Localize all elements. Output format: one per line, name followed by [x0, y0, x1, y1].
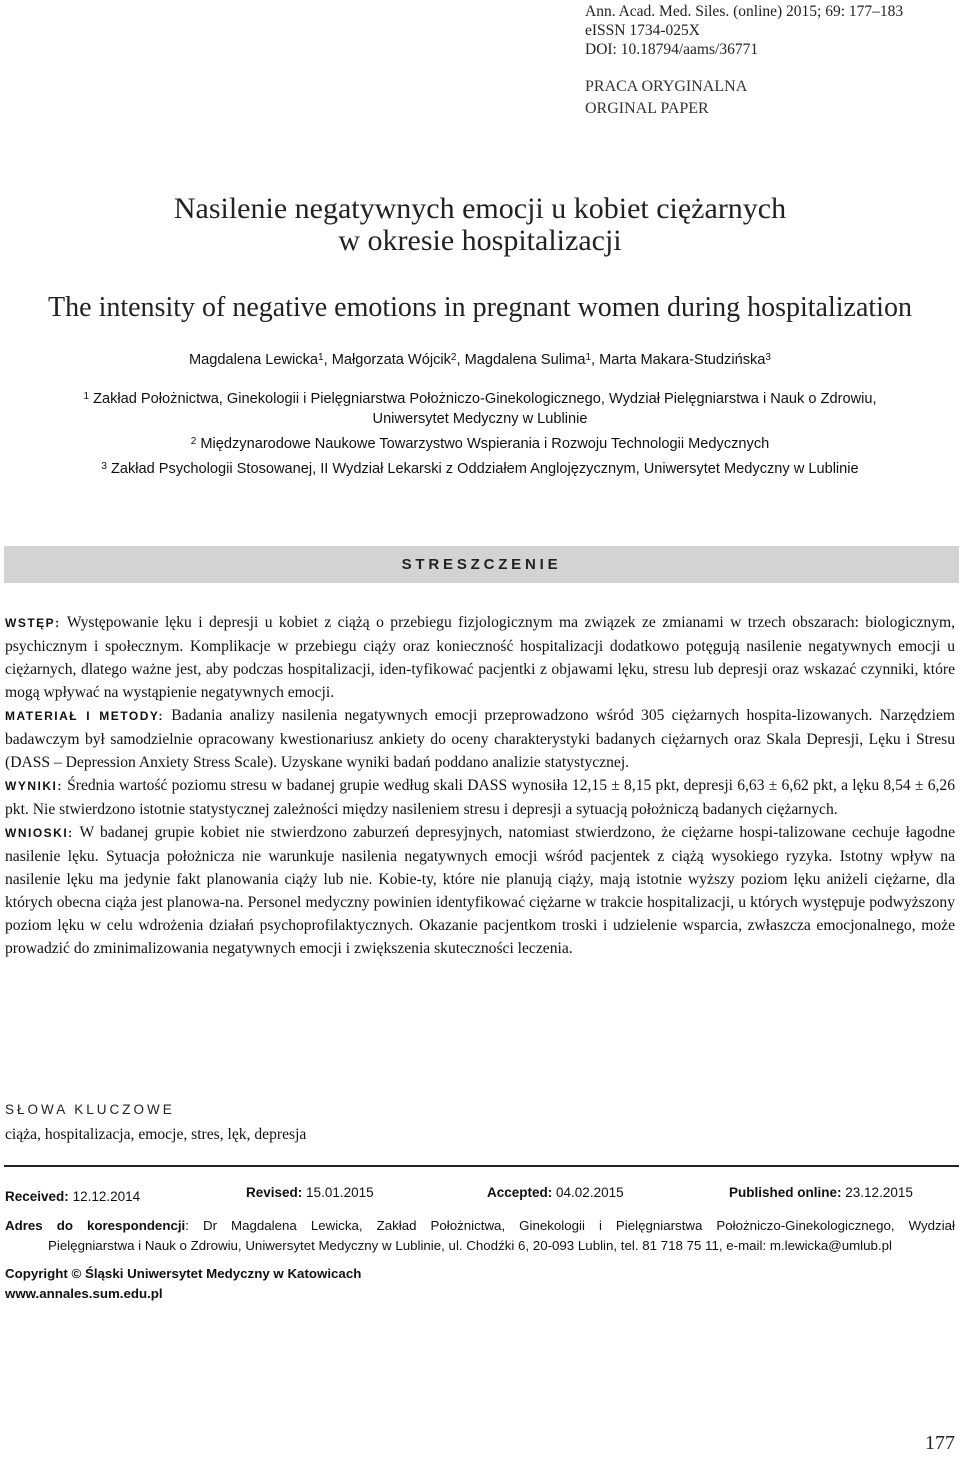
- abstract-section-results: [5, 774, 955, 821]
- published-label: Published online:: [729, 1185, 842, 1200]
- keywords-heading: SŁOWA KLUCZOWE: [5, 1102, 175, 1117]
- abstract-heading: STRESZCZENIE: [401, 556, 562, 573]
- accepted-date: [487, 1185, 624, 1200]
- revised-label: Revised:: [246, 1185, 303, 1200]
- section-label: WYNIKI:: [5, 779, 63, 793]
- section-text: W badanej grupie kobiet nie stwierdzono zaburzeń depresyjnych, natomiast stwierdzono, że ciężarne hospi-talizowane cechuje łagodne nasilenie lęku. Sytuacja położnicza nie warunkuje nasilenia negatywnych emocji wśród pacjentek z ciążą wysokiego ryzyka. Istotny wpływ na nasilenie lęku ma jedynie fakt planowania ciąży lub nie. Kobie-ty, które nie planują ciąży, mają istotnie wyższy poziom lęku aniżeli ciężarne, dla których obecna ciąża jest planowa-na. Personel medyczny powinien identyfikować ciężarne w trakcie hospitalizacji, u których występuje podwyższony poziom lęku w celu wdrożenia działań psychoprofilaktycznych. Okazanie pacjentkom troski i udzielenie wsparcia, zwłaszcza emocjonalnego, może prowadzić do zminimalizowania negatywnych emocji i zwiększenia skuteczności leczenia.: [5, 824, 955, 957]
- section-label: WNIOSKI:: [5, 826, 74, 840]
- affiliation-number: 3: [101, 461, 107, 472]
- journal-eissn: eISSN 1734-025X: [585, 22, 700, 39]
- author-list: [0, 351, 960, 369]
- abstract-section-conclusions: [5, 821, 955, 960]
- copyright-notice: Copyright © Śląski Uniwersytet Medyczny w Katowicach: [5, 1266, 362, 1281]
- title-pl-line1: Nasilenie negatywnych emocji u kobiet ciężarnych: [173, 192, 787, 225]
- section-label: MATERIAŁ I METODY:: [5, 709, 165, 723]
- title-polish: [0, 193, 960, 257]
- affiliation-2: [0, 434, 960, 454]
- author-affiliation-mark: 2: [450, 352, 457, 363]
- title-english: The intensity of negative emotions in pregnant women during hospitalization: [48, 292, 912, 323]
- revised-date: [246, 1185, 374, 1200]
- author-name: Marta Makara-Studzińska: [599, 352, 766, 368]
- affiliations: [0, 389, 960, 479]
- correspondence-label: Adres do korespondencji: [5, 1218, 186, 1233]
- article-type-en: ORGINAL PAPER: [585, 100, 709, 117]
- abstract-section-introduction: [5, 611, 955, 704]
- author-name: Magdalena Sulima: [464, 352, 586, 368]
- author-separator: ,: [323, 352, 332, 368]
- affiliation-1: [0, 389, 960, 409]
- affiliation-text: Zakład Położnictwa, Ginekologii i Pielęgniarstwa Położniczo-Ginekologicznego, Wydział Pielęgniarstwa i Nauk o Zdrowiu,: [93, 391, 877, 407]
- author-name: Małgorzata Wójcik: [331, 352, 451, 368]
- affiliation-3: [0, 459, 960, 479]
- section-label: WSTĘP:: [5, 616, 61, 630]
- journal-info: [585, 2, 955, 59]
- author-separator: ,: [456, 352, 465, 368]
- abstract-body: [5, 611, 955, 960]
- title-pl-line2: w okresie hospitalizacji: [338, 224, 622, 257]
- journal-doi: DOI: 10.18794/aams/36771: [585, 41, 759, 58]
- section-text: Średnia wartość poziomu stresu w badanej grupie według skali DASS wynosiła 12,15 ± 8,15 pkt, depresji 6,63 ± 6,62 pkt, a lęku 8,54 ± 6,26 pkt. Nie stwierdzono istotnie statystycznej zależności między nasileniem stresu i depresji a sytuacją położniczą badanych ciężarnych.: [5, 777, 955, 818]
- accepted-value: 04.02.2015: [556, 1185, 624, 1200]
- published-value: 23.12.2015: [845, 1185, 913, 1200]
- article-type-pl: PRACA ORYGINALNA: [585, 78, 748, 95]
- correspondence: [5, 1216, 955, 1256]
- copyright-block: [5, 1264, 361, 1304]
- author-affiliation-mark: 3: [765, 352, 771, 363]
- received-label: Received:: [5, 1189, 69, 1204]
- author-affiliation-mark: 1: [318, 352, 324, 363]
- abstract-section-methods: [5, 704, 955, 774]
- correspondence-line2: Pielęgniarstwa i Nauk o Zdrowiu, Uniwersytet Medyczny w Lublinie, ul. Chodźki 6, 20-093 Lublin, tel. 81 718 75 11, e-mail: m.lewicka@umlub.pl: [48, 1238, 892, 1253]
- correspondence-text: : Dr Magdalena Lewicka, Zakład Położnictwa, Ginekologii i Pielęgniarstwa Położniczo-Ginekologicznego, Wydział: [185, 1218, 955, 1233]
- section-text: Występowanie lęku i depresji u kobiet z ciążą o przebiegu fizjologicznym ma związek ze zmianami w trzech obszarach: biologicznym, psychicznym i społecznym. Komplikacje w przebiegu ciąży oraz konieczność hospitalizacji dodatkowo potęgują nasilenie negatywnych emocji u ciężarnych, dlatego ważne jest, aby podczas hospitalizacji, iden-tyfikować pacjentki z objawami lęku, stresu lub depresji oraz wskazać czynniki, które mogą wpływać na wystąpienie negatywnych emocji.: [5, 614, 955, 701]
- article-dates: [5, 1185, 955, 1215]
- article-type: [585, 76, 747, 120]
- author-name: Magdalena Lewicka: [189, 352, 319, 368]
- published-date: [729, 1185, 913, 1200]
- correspondence-line1: [5, 1216, 955, 1236]
- journal-url[interactable]: www.annales.sum.edu.pl: [5, 1286, 163, 1301]
- revised-value: 15.01.2015: [306, 1185, 374, 1200]
- author-separator: ,: [591, 352, 600, 368]
- affiliation-text: Zakład Psychologii Stosowanej, II Wydział Lekarski z Oddziałem Anglojęzycznym, Uniwersytet Medyczny w Lublinie: [110, 461, 859, 477]
- journal-citation: Ann. Acad. Med. Siles. (online) 2015; 69: 177–183: [585, 3, 904, 20]
- section-divider: [4, 1165, 959, 1167]
- accepted-label: Accepted:: [487, 1185, 553, 1200]
- received-date: [5, 1189, 140, 1204]
- affiliation-1-cont: Uniwersytet Medyczny w Lublinie: [372, 411, 588, 427]
- affiliation-text: Międzynarodowe Naukowe Towarzystwo Wspierania i Rozwoju Technologii Medycznych: [200, 436, 770, 452]
- page-number: 177: [925, 1432, 955, 1454]
- received-value: 12.12.2014: [72, 1189, 141, 1204]
- keywords-text: ciąża, hospitalizacja, emocje, stres, lęk, depresja: [5, 1126, 307, 1143]
- affiliation-number: 1: [83, 391, 90, 402]
- affiliation-number: 2: [190, 436, 197, 447]
- section-text: Badania analizy nasilenia negatywnych emocji przeprowadzono wśród 305 ciężarnych hospita-lizowanych. Narzędziem badawczym był samodzielnie opracowany kwestionariusz ankiety do oceny charakterystyki badanych ciężarnych oraz Skala Depresji, Lęku i Stresu (DASS – Depression Anxiety Stress Scale). Uzyskane wyniki badań poddano analizie statystycznej.: [5, 707, 956, 771]
- author-affiliation-mark: 1: [585, 352, 592, 363]
- abstract-heading-bar: [4, 546, 959, 583]
